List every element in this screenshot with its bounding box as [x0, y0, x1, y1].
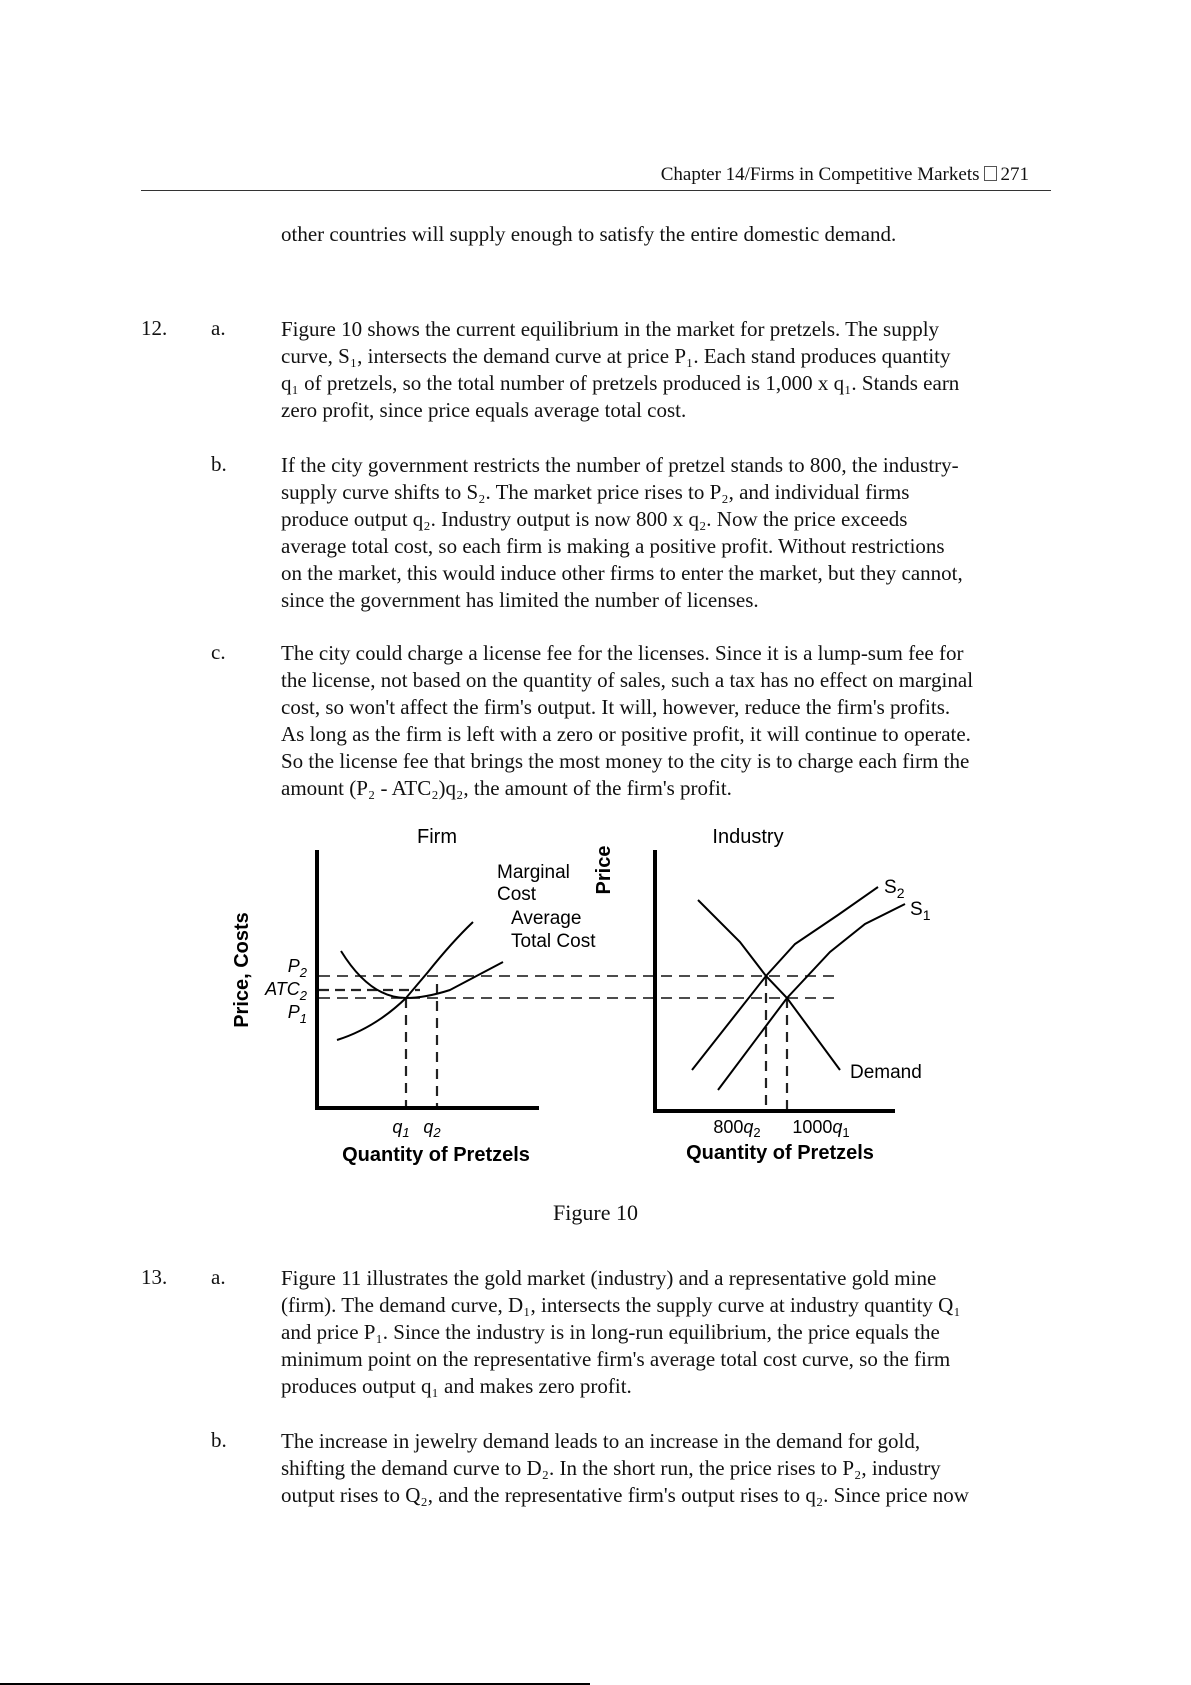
mc-label-1: Marginal	[497, 862, 570, 883]
firm-x-axis-label: Quantity of Pretzels	[342, 1144, 530, 1166]
part-label-12b: b.	[211, 452, 227, 476]
text-line: the license, not based on the quantity of sales, such a tax has no effect on marginal	[281, 668, 974, 692]
chapter-title: Chapter 14/Firms in Competitive Markets	[660, 164, 980, 185]
text-line: supply curve shifts to S₂. The market price rises to P₂, and individual firms	[281, 480, 910, 504]
text-line: So the license fee that brings the most money to the city is to charge each firm the	[281, 749, 970, 773]
tick-atc2: $ATC_2$	[265, 979, 307, 1003]
tick-q1: $q_1$	[392, 1117, 410, 1140]
firm-y-axis-label: Price, Costs	[231, 912, 253, 1028]
atc-curve	[341, 951, 503, 998]
text-line: As long as the firm is left with a zero or positive profit, it will continue to operate.	[281, 722, 971, 746]
text-line: Figure 11 illustrates the gold market (industry) and a representative gold mine	[281, 1266, 937, 1290]
text-line: zero profit, since price equals average total cost.	[281, 398, 687, 422]
text-line: Figure 10 shows the current equilibrium in the market for pretzels. The supply	[281, 317, 940, 341]
text-line: amount (P₂ - ATC₂)q₂, the amount of the firm's profit.	[281, 776, 732, 800]
box-glyph-icon	[984, 166, 997, 181]
running-head	[661, 164, 1029, 186]
intro-line: other countries will supply enough to satisfy the entire domestic demand.	[281, 222, 897, 246]
answer-12c	[281, 640, 1061, 802]
s2-curve	[692, 887, 878, 1070]
text-line: curve, S₁, intersects the demand curve at price P₁. Each stand produces quantity	[281, 344, 951, 368]
atc-label-1: Average	[511, 908, 582, 929]
answer-13a	[281, 1265, 1061, 1400]
tick-p2: $P_2$	[287, 956, 307, 980]
industry-panel	[593, 826, 931, 1164]
part-label-13b: b.	[211, 1428, 227, 1452]
industry-x-axis-label: Quantity of Pretzels	[686, 1142, 874, 1164]
answer-12a	[281, 316, 1061, 424]
industry-title: Industry	[712, 826, 784, 848]
mc-label-2: Cost	[497, 884, 537, 905]
tick-q2: $q_2$	[423, 1117, 441, 1140]
part-label-12a: a.	[211, 316, 226, 340]
figure-caption: Figure 10	[553, 1200, 638, 1225]
text-line: q₁ of pretzels, so the total number of pretzels produced is 1,000 x q₁. Stands earn	[281, 371, 960, 395]
text-line: minimum point on the representative firm's average total cost curve, so the firm	[281, 1347, 951, 1371]
s2-label: $S_2$	[884, 877, 905, 901]
demand-label: Demand	[850, 1062, 922, 1083]
question-number-12: 12.	[141, 316, 168, 340]
tick-1000q1: $1000q_1$	[792, 1117, 850, 1140]
tick-p1: $P_1$	[287, 1002, 307, 1026]
text-line: average total cost, so each firm is making a positive profit. Without restrictions	[281, 534, 945, 558]
industry-y-axis-label: Price	[593, 845, 615, 895]
atc-label-2: Total Cost	[511, 931, 596, 952]
firm-title: Firm	[417, 826, 457, 848]
page-number: 271	[1000, 164, 1029, 185]
answer-12b	[281, 452, 1061, 614]
firm-panel	[231, 826, 840, 1166]
text-line: The city could charge a license fee for the licenses. Since it is a lump-sum fee for	[281, 641, 964, 665]
question-number-13: 13.	[141, 1265, 168, 1289]
figure-10	[220, 820, 980, 1180]
text-line: and price P₁. Since the industry is in long-run equilibrium, the price equals the	[281, 1320, 940, 1344]
text-line: produces output q₁ and makes zero profit.	[281, 1374, 632, 1398]
text-line: cost, so won't affect the firm's output. It will, however, reduce the firm's profits.	[281, 695, 951, 719]
s1-label: $S_1$	[910, 899, 931, 923]
part-label-13a: a.	[211, 1265, 226, 1289]
answer-13b	[281, 1428, 1061, 1509]
text-line: The increase in jewelry demand leads to an increase in the demand for gold,	[281, 1429, 921, 1453]
text-line: since the government has limited the number of licenses.	[281, 588, 759, 612]
tick-800q2: $800q_2$	[713, 1117, 761, 1140]
text-line: shifting the demand curve to D₂. In the short run, the price rises to P₂, industry	[281, 1456, 941, 1480]
text-line: output rises to Q₂, and the representative firm's output rises to q₂. Since price now	[281, 1483, 969, 1507]
text-line: produce output q₂. Industry output is now 800 x q₂. Now the price exceeds	[281, 507, 908, 531]
page-header	[141, 162, 1051, 191]
text-line: (firm). The demand curve, D₁, intersects the supply curve at industry quantity Q₁	[281, 1293, 961, 1317]
demand-curve	[698, 900, 840, 1070]
part-label-12c: c.	[211, 640, 226, 664]
text-line: on the market, this would induce other firms to enter the market, but they cannot,	[281, 561, 963, 585]
text-line: If the city government restricts the number of pretzel stands to 800, the industry-	[281, 453, 959, 477]
